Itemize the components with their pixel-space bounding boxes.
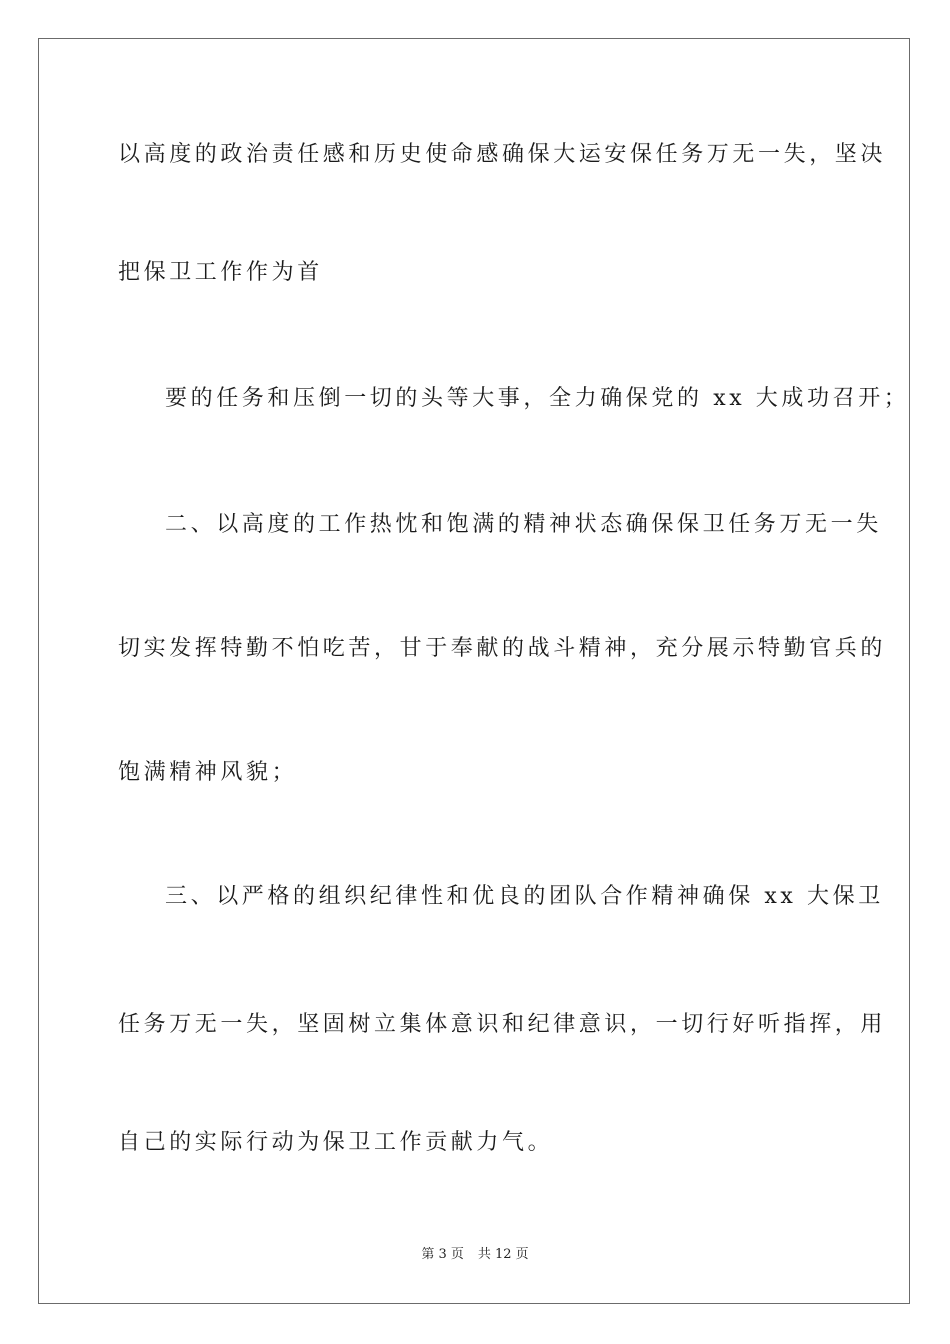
body-line-2: 把保卫工作作为首 [118, 260, 323, 285]
page-total: 共 12 页 [477, 1247, 529, 1262]
page-number: 第 3 页 [421, 1247, 464, 1262]
body-line-6: 饱满精神风貌； [118, 760, 298, 785]
body-line-3: 要的任务和压倒一切的头等大事，全力确保党的 xx 大成功召开； [165, 386, 910, 411]
page-footer [0, 1243, 950, 1262]
body-line-7: 三、以严格的组织纪律性和优良的团队合作精神确保 xx 大保卫 [165, 884, 884, 909]
body-line-4: 二、以高度的工作热忱和饱满的精神状态确保保卫任务万无一失 [165, 512, 882, 537]
body-line-8: 任务万无一失，坚固树立集体意识和纪律意识，一切行好听指挥，用 [118, 1012, 887, 1037]
body-line-5: 切实发挥特勤不怕吃苦，甘于奉献的战斗精神，充分展示特勤官兵的 [118, 636, 887, 661]
page-border [38, 38, 910, 1304]
body-line-1: 以高度的政治责任感和历史使命感确保大运安保任务万无一失，坚决 [118, 142, 887, 167]
body-line-9: 自己的实际行动为保卫工作贡献力气。 [118, 1130, 554, 1155]
